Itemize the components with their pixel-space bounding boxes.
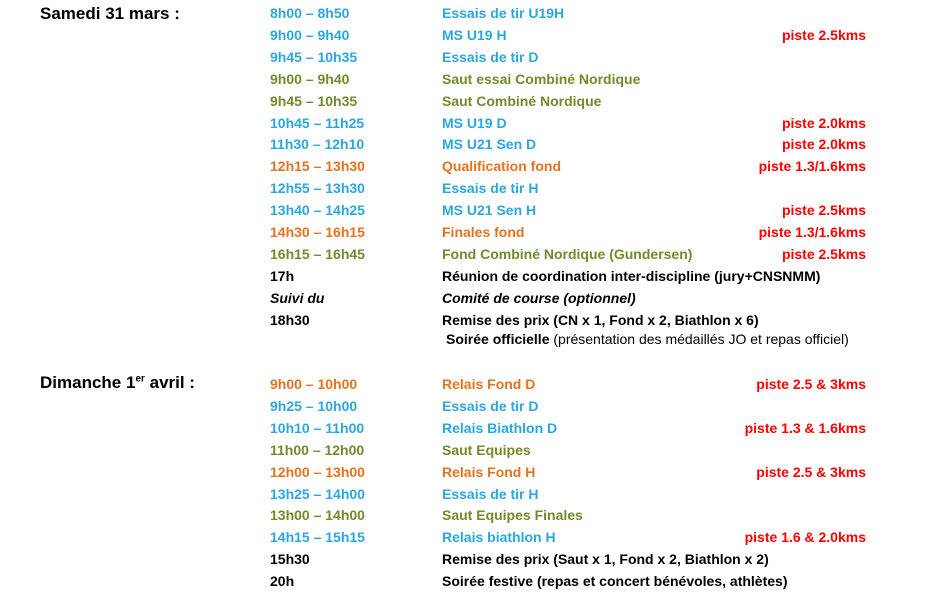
row-time: 13h25 – 14h00 — [270, 485, 365, 502]
row-event: Relais Fond D — [442, 376, 536, 392]
row-piste: piste 1.3/1.6kms — [758, 224, 866, 240]
day-heading-samedi: Samedi 31 mars : — [40, 4, 180, 23]
schedule-row — [0, 374, 940, 396]
row-event: Remise des prix (Saut x 1, Fond x 2, Biathlon x 2) — [442, 551, 769, 568]
row-time: 9h00 – 9h40 — [270, 26, 350, 43]
day2-label-sup: er — [135, 373, 145, 385]
row-time: 11h30 – 12h10 — [270, 136, 365, 153]
row-event: MS U19 D — [442, 114, 507, 131]
row-event: MS U19 H — [442, 26, 507, 43]
row-time: 10h45 – 11h25 — [270, 114, 365, 131]
row-event: Essais de tir H — [442, 485, 539, 502]
row-time: 18h30 — [270, 311, 310, 328]
row-time: 17h — [270, 267, 295, 284]
schedule-row — [0, 200, 940, 222]
schedule-row — [0, 549, 940, 571]
row-event: Saut Equipes Finales — [442, 507, 583, 524]
schedule-row — [0, 571, 940, 593]
row-time: 10h10 – 11h00 — [270, 419, 365, 436]
row-time: 16h15 – 16h45 — [270, 245, 365, 262]
row-piste: piste 2.5 & 3kms — [756, 463, 866, 480]
soiree-officielle-row — [0, 329, 940, 351]
row-piste: piste 2.5kms — [781, 26, 866, 43]
row-event: Essais de tir H — [442, 180, 539, 197]
row-time: 9h00 – 9h40 — [270, 70, 350, 87]
schedule-row — [0, 91, 940, 113]
row-time: 11h00 – 12h00 — [270, 441, 365, 458]
row-time: Suivi du — [270, 289, 325, 306]
row-event: Relais Fond H — [442, 463, 536, 480]
soiree-officielle-title: Soirée officielle — [446, 331, 550, 347]
row-event: Relais Biathlon D — [442, 419, 558, 436]
soiree-officielle-text — [446, 329, 849, 349]
row-event: Essais de tir U19H — [442, 5, 565, 21]
schedule-row — [0, 527, 940, 549]
schedule-row — [0, 222, 940, 244]
row-event: Fond Combiné Nordique (Gundersen) — [442, 245, 693, 262]
row-event: Qualification fond — [442, 158, 561, 175]
day2-label-main: Dimanche 1 — [40, 373, 136, 392]
row-time: 14h15 – 15h15 — [270, 529, 365, 546]
row-piste: piste 1.6 & 2.0kms — [744, 529, 866, 546]
row-time: 13h00 – 14h00 — [270, 507, 365, 524]
row-event: Réunion de coordination inter-discipline (jury+CNSNMM) — [442, 267, 821, 284]
schedule-row — [0, 47, 940, 69]
row-piste: piste 2.0kms — [781, 114, 866, 131]
schedule-row — [0, 178, 940, 200]
row-event: Essais de tir D — [442, 48, 539, 65]
schedule-row — [0, 156, 940, 178]
row-time: 12h55 – 13h30 — [270, 180, 365, 197]
row-time: 13h40 – 14h25 — [270, 202, 365, 219]
schedule-row — [0, 440, 940, 462]
row-time: 8h00 – 8h50 — [270, 5, 350, 21]
row-event: Relais biathlon H — [442, 529, 556, 546]
schedule-row — [0, 134, 940, 156]
row-event: MS U21 Sen D — [442, 136, 537, 153]
schedule-row — [0, 288, 940, 310]
row-event: Saut Equipes — [442, 441, 531, 458]
row-event: Saut Combiné Nordique — [442, 92, 602, 109]
schedule-row — [0, 25, 940, 47]
schedule-row — [0, 266, 940, 288]
soiree-officielle-detail: (présentation des médaillés JO et repas officiel) — [549, 331, 849, 347]
row-event: Comité de course (optionnel) — [442, 289, 636, 306]
row-time: 9h45 – 10h35 — [270, 48, 358, 65]
row-piste: piste 2.5kms — [781, 202, 866, 219]
schedule-row — [0, 505, 940, 527]
schedule-row — [0, 462, 940, 484]
row-time: 14h30 – 16h15 — [270, 224, 365, 240]
row-piste: piste 2.0kms — [781, 136, 866, 153]
row-piste: piste 1.3/1.6kms — [758, 158, 866, 175]
day2-label-end: avril : — [144, 373, 195, 392]
row-event: Finales fond — [442, 224, 525, 240]
row-time: 12h00 – 13h00 — [270, 463, 365, 480]
schedule-row — [0, 113, 940, 135]
row-piste: piste 1.3 & 1.6kms — [744, 419, 866, 436]
schedule-row — [0, 3, 940, 25]
row-event: Soirée festive (repas et concert bénévoles, athlètes) — [442, 573, 788, 590]
row-event: Essais de tir D — [442, 397, 539, 414]
schedule-row — [0, 396, 940, 418]
schedule-row — [0, 69, 940, 91]
row-time: 9h45 – 10h35 — [270, 92, 358, 109]
schedule-row — [0, 244, 940, 266]
row-event: MS U21 Sen H — [442, 202, 537, 219]
row-time: 9h00 – 10h00 — [270, 376, 358, 392]
row-time: 12h15 – 13h30 — [270, 158, 365, 175]
row-piste: piste 2.5 & 3kms — [756, 376, 866, 392]
row-time: 20h — [270, 573, 295, 590]
row-time: 15h30 — [270, 551, 310, 568]
row-piste: piste 2.5kms — [781, 245, 866, 262]
row-event: Saut essai Combiné Nordique — [442, 70, 641, 87]
row-event: Remise des prix (CN x 1, Fond x 2, Biathlon x 6) — [442, 311, 759, 328]
schedule-row — [0, 418, 940, 440]
schedule-row — [0, 484, 940, 506]
row-time: 9h25 – 10h00 — [270, 397, 358, 414]
